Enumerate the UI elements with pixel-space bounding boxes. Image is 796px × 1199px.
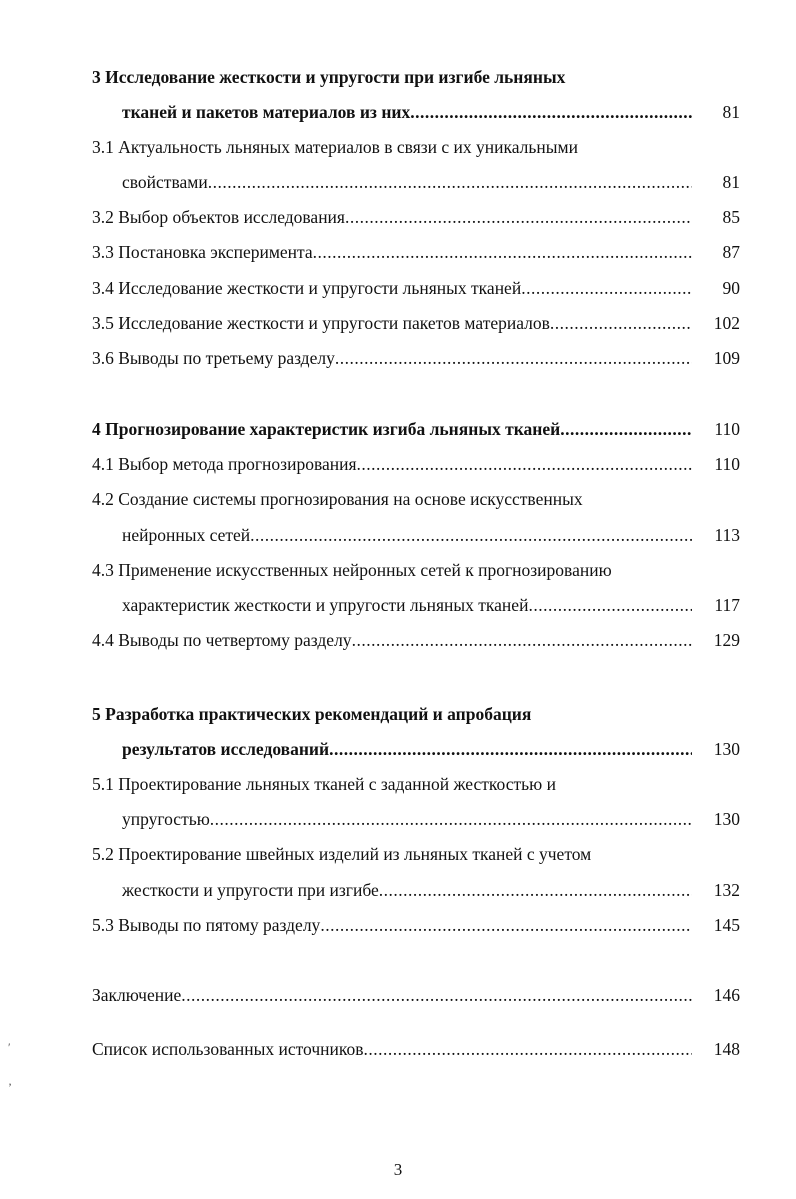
toc-item-3-4: 3.4 Исследование жесткости и упругости льняных тканей ..... 90 xyxy=(92,275,740,301)
toc-item-5-1-line1: 5.1 Проектирование льняных тканей с заданной жесткостью и xyxy=(92,774,556,794)
toc-item-5-2-line2: жесткости и упругости при изгибе ..... 132 xyxy=(122,877,740,903)
toc-item-4-2-line2: нейронных сетей ..... 113 xyxy=(122,522,740,548)
toc-section-5-title-line1: 5 Разработка практических рекомендаций и апробация xyxy=(92,704,532,724)
toc-item-4-2-line1: 4.2 Создание системы прогнозирования на основе искусственных xyxy=(92,489,583,509)
scan-mark: ’ xyxy=(8,1080,12,1094)
toc-item-3-1-line2: свойствами ..... 81 xyxy=(122,169,740,195)
toc-item-3-5: 3.5 Исследование жесткости и упругости пакетов материалов ..... 102 xyxy=(92,310,740,336)
toc-item-4-1: 4.1 Выбор метода прогнозирования ..... 110 xyxy=(92,451,740,477)
toc-conclusion: Заключение ..... 146 xyxy=(92,982,740,1008)
toc-section-3-page: 81 xyxy=(722,102,740,122)
toc-references: Список использованных источников ..... 148 xyxy=(92,1036,740,1062)
toc-section-4-title: 4 Прогнозирование характеристик изгиба льняных тканей ..... 110 xyxy=(92,416,740,442)
toc-item-4-4: 4.4 Выводы по четвертому разделу ..... 129 xyxy=(92,627,740,653)
toc-section-5-title-line2: результатов исследований ..... 130 xyxy=(122,736,740,762)
toc-section-5-page: 130 xyxy=(713,739,740,759)
toc-item-5-3: 5.3 Выводы по пятому разделу ..... 145 xyxy=(92,912,740,938)
toc-item-5-2-line1: 5.2 Проектирование швейных изделий из льняных тканей с учетом xyxy=(92,844,592,864)
toc-item-4-3-line1: 4.3 Применение искусственных нейронных сетей к прогнозированию xyxy=(92,560,612,580)
toc-item-3-3: 3.3 Постановка эксперимента ..... 87 xyxy=(92,239,740,265)
toc-item-3-1-line1: 3.1 Актуальность льняных материалов в связи с их уникальными xyxy=(92,137,578,157)
toc-item-5-1-line2: упругостью ..... 130 xyxy=(122,806,740,832)
toc-section-4-page: 110 xyxy=(714,419,740,439)
toc-item-3-6: 3.6 Выводы по третьему разделу ..... 109 xyxy=(92,345,740,371)
toc-section-3-title-line2: тканей и пакетов материалов из них ..... 81 xyxy=(122,99,740,125)
page-number: 3 xyxy=(393,1160,403,1179)
toc-item-3-2: 3.2 Выбор объектов исследования ..... 85 xyxy=(92,204,740,230)
toc-item-4-3-line2: характеристик жесткости и упругости льняных тканей ..... 117 xyxy=(122,592,740,618)
scan-mark: ′ xyxy=(8,1040,11,1054)
toc-section-3-title-line1: 3 Исследование жесткости и упругости при изгибе льняных xyxy=(92,67,566,87)
